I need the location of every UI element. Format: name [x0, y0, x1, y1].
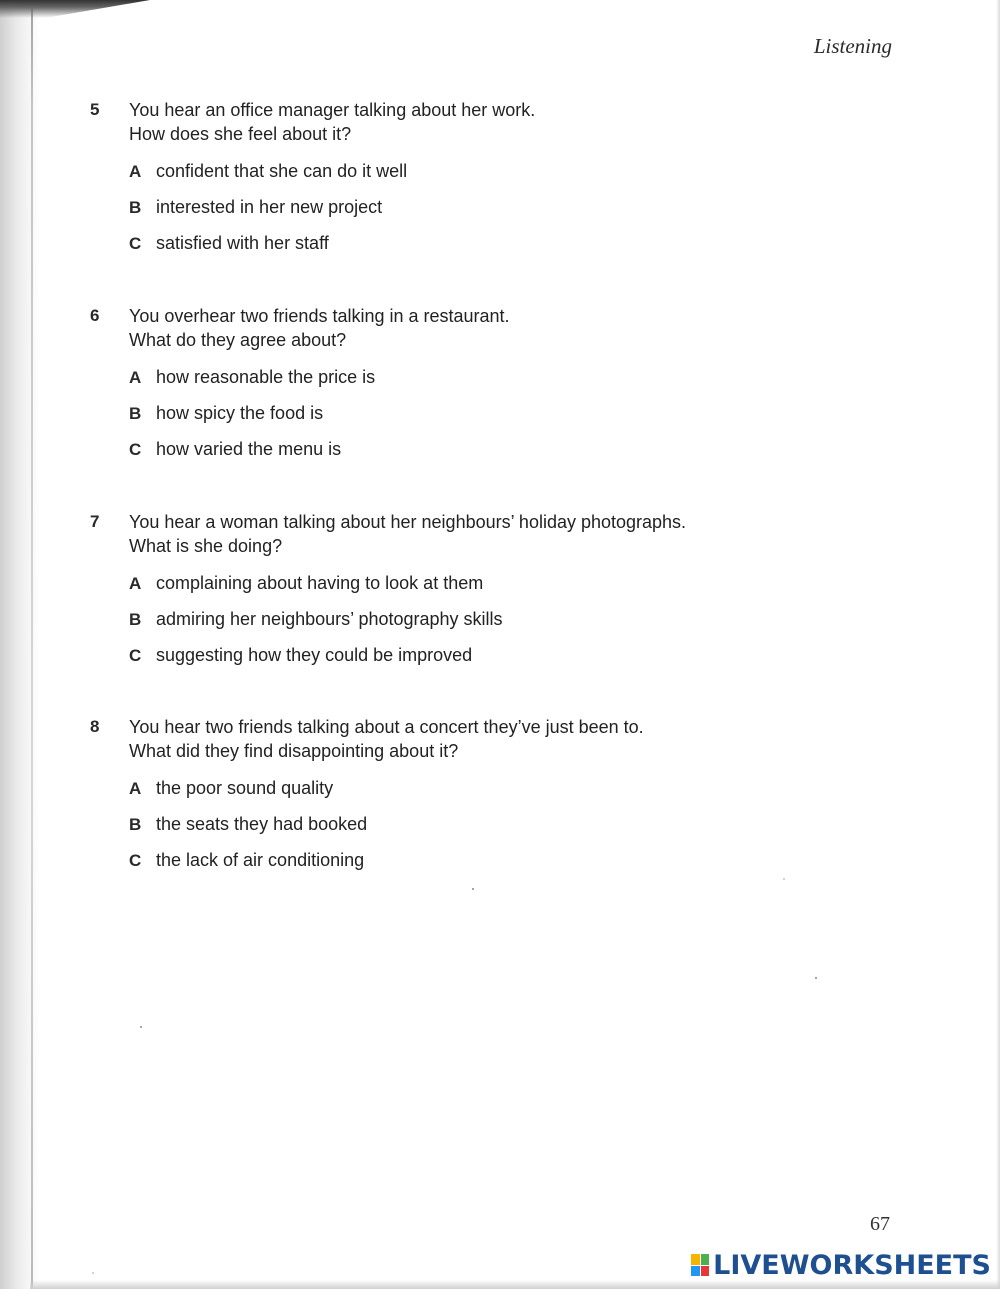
page-bottom-edge	[30, 1280, 1000, 1289]
logo-square	[701, 1266, 710, 1277]
scan-speck	[140, 1026, 142, 1028]
option-text: the lack of air conditioning	[156, 850, 365, 870]
question-6	[90, 304, 850, 473]
option-text: admiring her neighbours’ photography skills	[156, 609, 503, 629]
option-letter: B	[129, 815, 142, 834]
question-prompt	[129, 304, 850, 352]
option-text: the seats they had booked	[156, 814, 368, 834]
question-8	[90, 715, 850, 884]
option-b[interactable]	[129, 195, 850, 231]
option-letter: A	[129, 162, 142, 181]
question-prompt	[129, 715, 850, 763]
option-list	[129, 571, 850, 679]
option-letter: A	[129, 574, 142, 593]
option-c[interactable]	[129, 848, 850, 884]
option-a[interactable]	[129, 776, 850, 812]
option-letter: A	[129, 368, 142, 387]
option-letter: B	[129, 610, 142, 629]
scan-speck	[815, 977, 817, 979]
option-text: how reasonable the price is	[156, 367, 376, 387]
question-number: 5	[90, 100, 100, 119]
option-a[interactable]	[129, 159, 850, 195]
question-number: 6	[90, 306, 100, 325]
option-letter: C	[129, 234, 142, 253]
scan-speck	[783, 878, 785, 880]
option-letter: B	[129, 404, 142, 423]
option-b[interactable]	[129, 401, 850, 437]
page-binding-edge	[31, 0, 33, 1289]
question-prompt	[129, 510, 850, 558]
liveworksheets-logo-icon	[691, 1254, 709, 1276]
page-number: 67	[870, 1213, 890, 1235]
option-list	[129, 776, 850, 884]
question-number: 7	[90, 512, 100, 531]
option-letter: C	[129, 851, 142, 870]
option-list	[129, 159, 850, 267]
page-corner-shadow	[0, 0, 150, 18]
liveworksheets-logo[interactable]	[691, 1249, 991, 1281]
option-text: satisfied with her staff	[156, 233, 329, 253]
option-b[interactable]	[129, 607, 850, 643]
question-line: How does she feel about it?	[129, 124, 352, 144]
option-text: interested in her new project	[156, 197, 383, 217]
option-c[interactable]	[129, 437, 850, 473]
scan-speck	[92, 1272, 94, 1274]
question-line: You hear a woman talking about her neighbours’ holiday photographs.	[129, 512, 687, 532]
page-binding-shadow	[0, 0, 40, 1289]
option-letter: C	[129, 646, 142, 665]
section-header: Listening	[813, 34, 892, 58]
question-prompt	[129, 98, 850, 146]
option-b[interactable]	[129, 812, 850, 848]
option-c[interactable]	[129, 231, 850, 267]
option-a[interactable]	[129, 571, 850, 607]
option-list	[129, 365, 850, 473]
logo-text: LIVEWORKSHEETS	[713, 1249, 991, 1281]
question-line: You hear two friends talking about a concert they’ve just been to.	[129, 717, 644, 737]
question-line: You overhear two friends talking in a restaurant.	[129, 306, 510, 326]
option-c[interactable]	[129, 643, 850, 679]
logo-square	[691, 1266, 700, 1277]
question-line: You hear an office manager talking about her work.	[129, 100, 536, 120]
question-line: What do they agree about?	[129, 330, 347, 350]
logo-square	[701, 1254, 710, 1265]
option-text: complaining about having to look at them	[156, 573, 484, 593]
option-letter: A	[129, 779, 142, 798]
question-number: 8	[90, 717, 100, 736]
option-text: confident that she can do it well	[156, 161, 408, 181]
option-text: how spicy the food is	[156, 403, 324, 423]
scan-speck	[472, 888, 474, 890]
option-text: the poor sound quality	[156, 778, 334, 798]
question-line: What did they find disappointing about it?	[129, 741, 459, 761]
option-a[interactable]	[129, 365, 850, 401]
page-right-edge	[996, 0, 1000, 1289]
option-text: how varied the menu is	[156, 439, 342, 459]
question-line: What is she doing?	[129, 536, 283, 556]
logo-square	[691, 1254, 700, 1265]
option-letter: B	[129, 198, 142, 217]
option-letter: C	[129, 440, 142, 459]
question-7	[90, 510, 850, 679]
option-text: suggesting how they could be improved	[156, 645, 473, 665]
question-5	[90, 98, 850, 267]
